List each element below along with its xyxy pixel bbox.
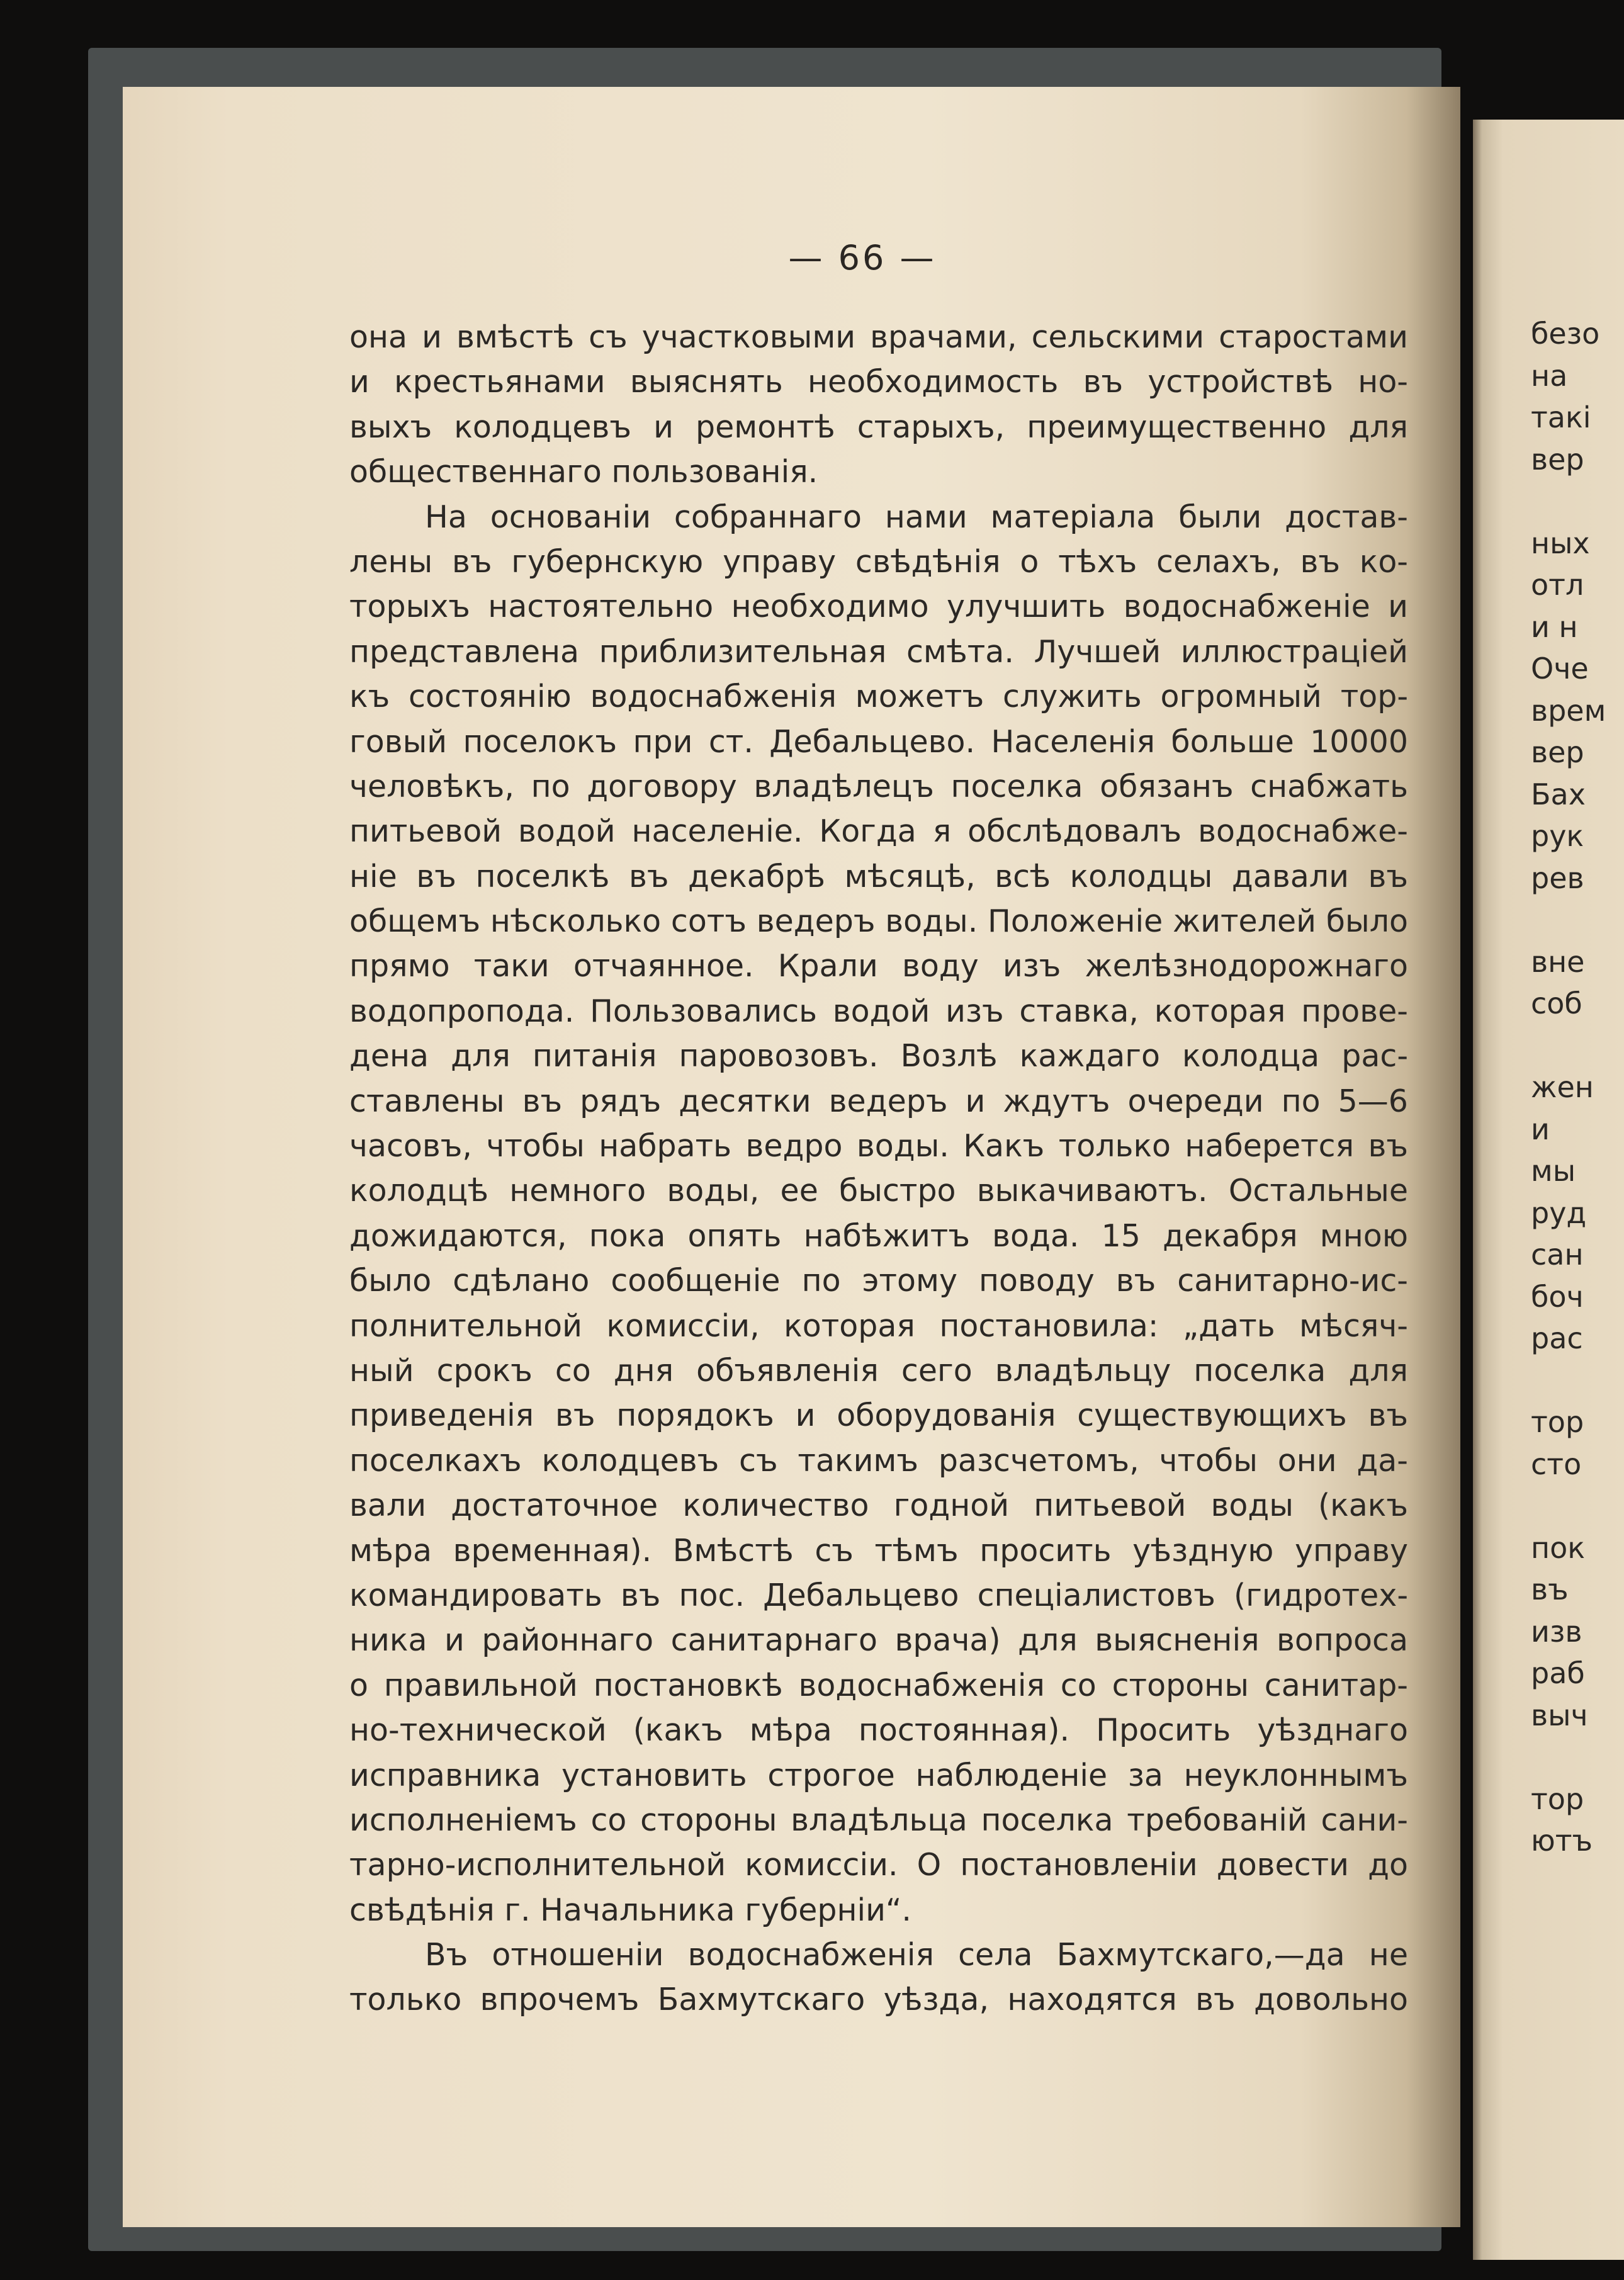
text-line: ставлены въ рядъ десятки ведеръ и ждутъ очереди по 5—6	[349, 1083, 1408, 1119]
text-line: ніе въ поселкѣ въ декабрѣ мѣсяцѣ, всѣ колодцы давали въ	[349, 858, 1408, 895]
right-page-fragment: тор	[1531, 1781, 1584, 1816]
right-page-fragment: сто	[1531, 1447, 1582, 1481]
text-line: дожидаются, пока опять набѣжитъ вода. 15 декабря мною	[349, 1217, 1408, 1254]
text-line: ный срокъ со дня объявленія сего владѣльцу поселка для	[349, 1352, 1408, 1389]
text-line: только впрочемъ Бахмутскаго уѣзда, находятся въ довольно	[349, 1982, 1408, 2018]
right-page-fragment: вер	[1531, 442, 1584, 477]
text-line: На основаніи собраннаго нами матеріала были достав-	[425, 499, 1408, 535]
text-line: о правильной постановкѣ водоснабженія со стороны санитар-	[349, 1667, 1408, 1703]
right-page-fragment: вне	[1531, 944, 1585, 979]
right-page-fragment: рев	[1531, 861, 1584, 895]
text-line: дена для питанія паровозовъ. Возлѣ каждаго колодца рас-	[349, 1038, 1408, 1075]
right-page-fragment: изв	[1531, 1614, 1582, 1649]
text-line: прямо таки отчаянное. Крали воду изъ желѣзнодорожнаго	[349, 948, 1408, 985]
right-page-fragment: мы	[1531, 1154, 1576, 1188]
text-line: общемъ нѣсколько сотъ ведеръ воды. Положеніе жителей было	[349, 903, 1408, 940]
text-line: часовъ, чтобы набрать ведро воды. Какъ только наберется въ	[349, 1128, 1408, 1165]
right-page-fragment: на	[1531, 358, 1568, 393]
text-line: мѣра временная). Вмѣстѣ съ тѣмъ просить уѣздную управу	[349, 1532, 1408, 1569]
text-line: водопропода. Пользовались водой изъ ставка, которая прове-	[349, 993, 1408, 1029]
right-page-fragment: безо	[1531, 317, 1600, 351]
right-page-fragment: отл	[1531, 568, 1584, 602]
right-page-fragment: ных	[1531, 526, 1590, 560]
right-page-fragment: жен	[1531, 1070, 1594, 1104]
right-page-fragment: и н	[1531, 609, 1578, 644]
text-line: вали достаточное количество годной питьевой воды (какъ	[349, 1487, 1408, 1524]
text-line: къ состоянію водоснабженія можетъ служить огромный тор-	[349, 679, 1408, 715]
right-page-text	[1531, 315, 1606, 1951]
text-line: ника и районнаго санитарнаго врача) для выясненія вопроса	[349, 1622, 1408, 1659]
right-page-fragment: вер	[1531, 735, 1584, 769]
text-line: полнительной комиссіи, которая постановила: „дать мѣсяч-	[349, 1307, 1408, 1344]
text-line: было сдѣлано сообщеніе по этому поводу въ санитарно-ис-	[349, 1263, 1408, 1299]
right-page-fragment: такі	[1531, 400, 1591, 434]
right-page-fragment: въ	[1531, 1572, 1569, 1606]
right-page-fragment: врем	[1531, 693, 1606, 728]
left-page-text	[349, 315, 1408, 2023]
text-line: общественнаго пользованія.	[349, 454, 818, 490]
text-line: Въ отношеніи водоснабженія села Бахмутскаго,—да не	[425, 1937, 1408, 1973]
right-page-fragment: раб	[1531, 1656, 1585, 1690]
right-page-fragment: и	[1531, 1112, 1550, 1146]
right-page-fragment: выч	[1531, 1698, 1588, 1732]
text-line: выхъ колодцевъ и ремонтѣ старыхъ, преимущественно для	[349, 409, 1408, 445]
text-line: свѣдѣнія г. Начальника губерніи“.	[349, 1892, 911, 1928]
text-line: но-технической (какъ мѣра постоянная). Просить уѣзднаго	[349, 1712, 1408, 1749]
page-number: — 66 —	[788, 238, 937, 278]
text-line: тарно-исполнительной комиссіи. О постановленіи довести до	[349, 1847, 1408, 1883]
text-line: она и вмѣстѣ съ участковыми врачами, сельскими старостами	[349, 319, 1408, 355]
right-page-fragment: тор	[1531, 1405, 1584, 1439]
right-page-fragment: сан	[1531, 1238, 1584, 1272]
right-page-fragment: соб	[1531, 986, 1582, 1020]
right-page-fragment: пок	[1531, 1530, 1586, 1565]
text-line: человѣкъ, по договору владѣлецъ поселка обязанъ снабжать	[349, 768, 1408, 804]
text-line: торыхъ настоятельно необходимо улучшить водоснабженіе и	[349, 589, 1408, 625]
text-line: исправника установить строгое наблюденіе за неуклоннымъ	[349, 1757, 1408, 1793]
right-page-fragment: руд	[1531, 1195, 1587, 1230]
text-line: и крестьянами выяснять необходимость въ устройствѣ но-	[349, 364, 1408, 400]
text-line: командировать въ пос. Дебальцево спеціалистовъ (гидротех-	[349, 1577, 1408, 1613]
right-page-fragment: рас	[1531, 1321, 1583, 1355]
text-line: говый поселокъ при ст. Дебальцево. Населенія больше 10000	[349, 723, 1408, 760]
text-line: поселкахъ колодцевъ съ такимъ разсчетомъ, чтобы они да-	[349, 1442, 1408, 1479]
right-page-fragment: ютъ	[1531, 1824, 1593, 1858]
text-line: представлена приблизительная смѣта. Лучшей иллюстраціей	[349, 633, 1408, 670]
text-line: колодцѣ немного воды, ее быстро выкачиваютъ. Остальные	[349, 1173, 1408, 1209]
text-line: исполненіемъ со стороны владѣльца поселка требованій сани-	[349, 1802, 1408, 1838]
text-line: приведенія въ порядокъ и оборудованія существующихъ въ	[349, 1397, 1408, 1434]
right-page-fragment: рук	[1531, 819, 1584, 853]
right-page-fragment: боч	[1531, 1279, 1584, 1314]
text-line: лены въ губернскую управу свѣдѣнія о тѣхъ селахъ, въ ко-	[349, 543, 1408, 580]
right-page-fragment: Бах	[1531, 777, 1586, 811]
text-line: питьевой водой населеніе. Когда я обслѣдовалъ водоснабже-	[349, 813, 1408, 850]
right-page-fragment: Оче	[1531, 652, 1589, 686]
